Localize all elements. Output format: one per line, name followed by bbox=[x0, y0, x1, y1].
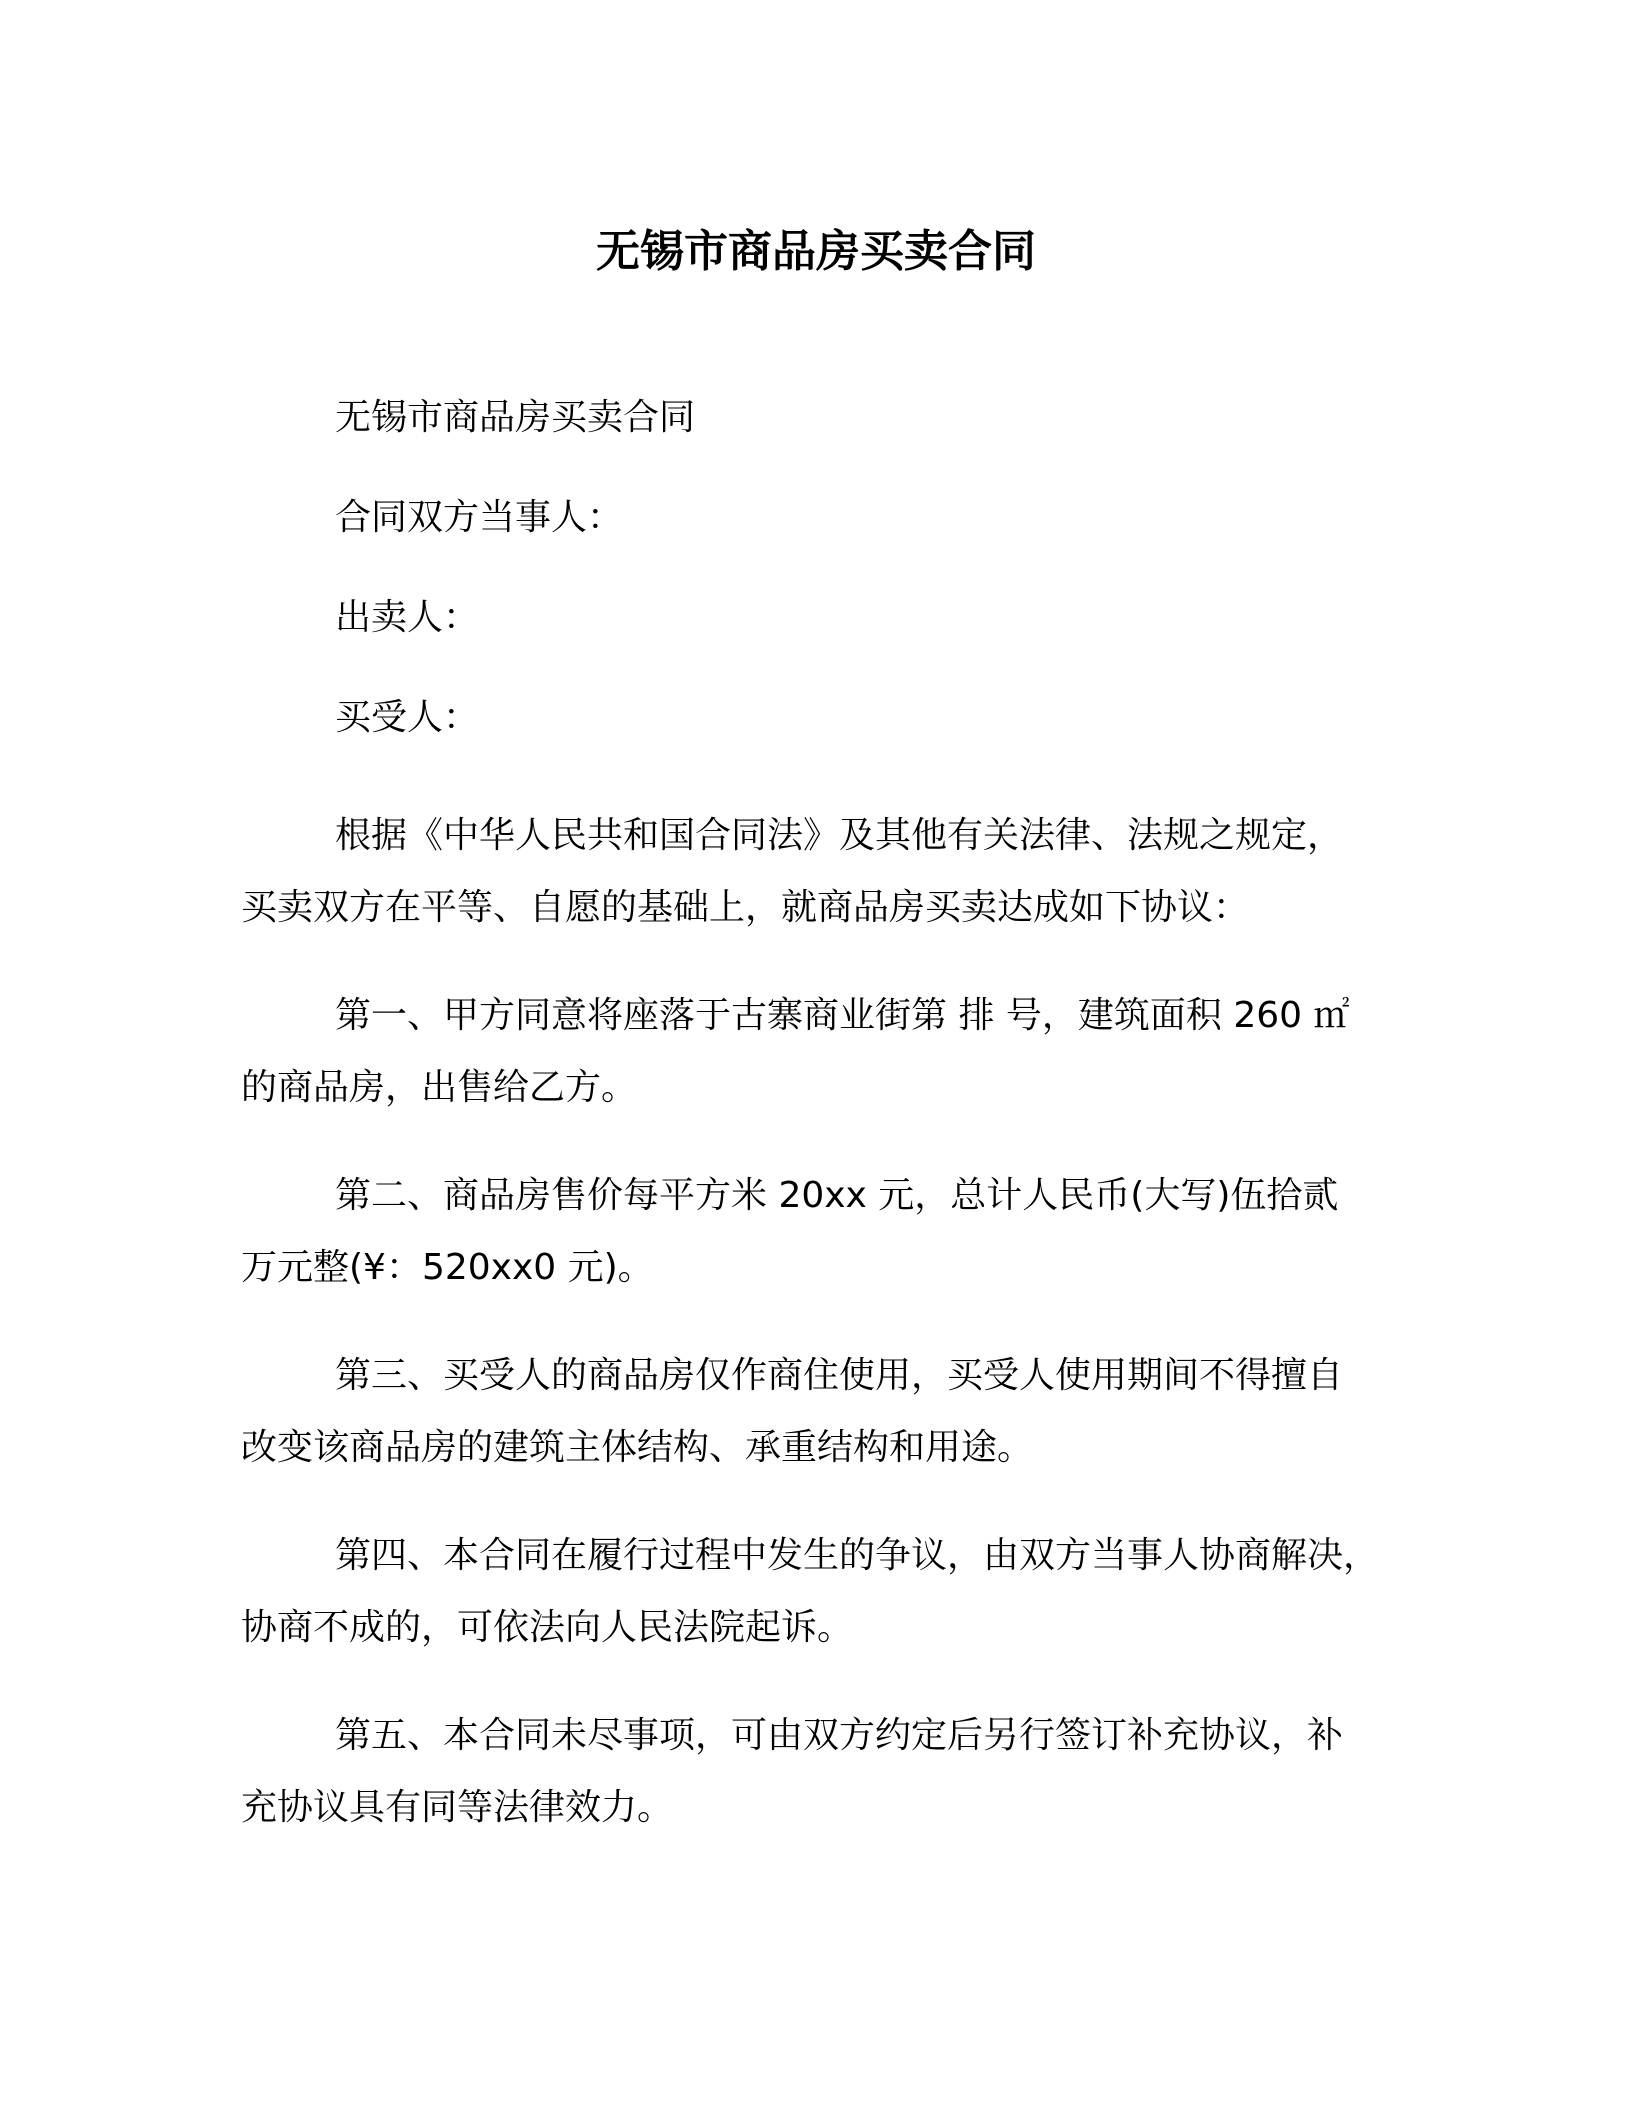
heading-text: 无锡市商品房买卖合同 bbox=[335, 397, 696, 438]
clause-3-line-1: 第三、买受人的商品房仅作商住使用，买受人使用期间不得擅自 bbox=[335, 1355, 1344, 1396]
seller-label bbox=[241, 582, 1421, 654]
clause-2-line-1: 第二、商品房售价每平方米 20xx 元，总计人民币(大写)伍拾贰 bbox=[335, 1175, 1339, 1216]
clause-1-line-2: 的商品房，出售给乙方。 bbox=[241, 1067, 638, 1108]
document-heading bbox=[241, 382, 1421, 454]
clause-1-line-1: 第一、甲方同意将座落于古寨商业街第 排 号，建筑面积 260 ㎡ bbox=[335, 995, 1350, 1036]
seller-text: 出卖人： bbox=[335, 597, 480, 638]
preamble-line-2: 买卖双方在平等、自愿的基础上，就商品房买卖达成如下协议： bbox=[241, 887, 1250, 928]
clause-5-line-1: 第五、本合同未尽事项，可由双方约定后另行签订补充协议，补 bbox=[335, 1715, 1344, 1756]
clause-4-line-1: 第四、本合同在履行过程中发生的争议，由双方当事人协商解决， bbox=[335, 1535, 1380, 1576]
clause-1-paragraph bbox=[241, 980, 1421, 1124]
clause-4-paragraph bbox=[241, 1520, 1421, 1664]
buyer-text: 买受人： bbox=[335, 697, 480, 738]
document-title: 无锡市商品房买卖合同 bbox=[596, 226, 1036, 277]
clause-3-line-2: 改变该商品房的建筑主体结构、承重结构和用途。 bbox=[241, 1427, 1034, 1468]
clause-4-line-2: 协商不成的，可依法向人民法院起诉。 bbox=[241, 1607, 854, 1648]
preamble-line-1: 根据《中华人民共和国合同法》及其他有关法律、法规之规定， bbox=[335, 815, 1344, 856]
parties-text: 合同双方当事人： bbox=[335, 497, 624, 538]
parties-label bbox=[241, 482, 1421, 554]
clause-5-line-2: 充协议具有同等法律效力。 bbox=[241, 1787, 674, 1828]
clause-5-paragraph bbox=[241, 1700, 1421, 1844]
buyer-label bbox=[241, 682, 1421, 754]
clause-3-paragraph bbox=[241, 1340, 1421, 1484]
clause-2-line-2: 万元整(¥：520xx0 元)。 bbox=[241, 1247, 654, 1288]
preamble-paragraph bbox=[241, 800, 1421, 944]
clause-2-paragraph bbox=[241, 1160, 1421, 1304]
